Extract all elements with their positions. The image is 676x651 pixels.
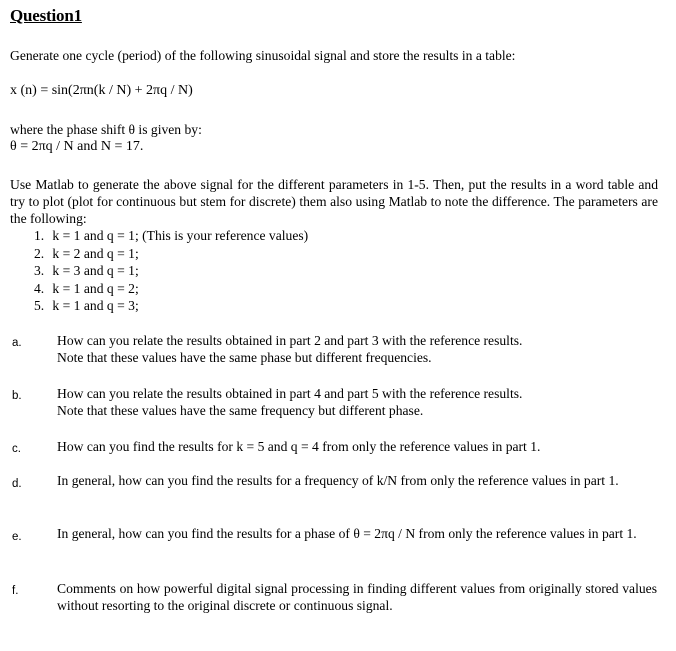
question-e-text: In general, how can you find the results for a phase of θ = 2πq / N from only the reference values in part 1. [57,526,637,541]
question-letter-d: d. [12,478,22,490]
question-heading: Question1 [10,6,82,25]
instructions-paragraph: Use Matlab to generate the above signal for the different parameters in 1-5. Then, put the results in a word table and try to plot (plot for continuous but stem for discrete) them also using Matlab to note the difference. The parameters are the following: [10,177,658,226]
parameter-number: 3. [34,263,45,278]
question-f-text: Comments on how powerful digital signal processing in finding different values from originally stored values without resorting to the original discrete or continuous signal. [57,581,657,613]
question-b-text: How can you relate the results obtained in part 4 and part 5 with the reference results. Note that these values have the same frequency but different phase. [57,386,523,418]
question-letter-f: f. [12,585,19,597]
question-a-text: How can you relate the results obtained in part 2 and part 3 with the reference results. Note that these values have the same phase but different frequencies. [57,333,523,365]
question-letter-e: e. [12,531,22,543]
question-c-text: How can you find the results for k = 5 and q = 4 from only the reference values in part 1. [57,439,541,454]
parameter-number: 1. [34,228,45,243]
parameter-item [34,297,308,315]
parameter-item [34,227,308,245]
question-d-text: In general, how can you find the results for a frequency of k/N from only the reference values in part 1. [57,473,619,488]
phase-definition: θ = 2πq / N and N = 17. [10,139,144,154]
parameter-text: k = 2 and q = 1; [52,245,139,261]
question-letter-b: b. [12,390,22,402]
parameter-item [34,245,308,263]
signal-equation: x (n) = sin(2πn(k / N) + 2πq / N) [10,83,193,98]
parameter-item [34,280,308,298]
parameter-number: 4. [34,280,45,296]
phase-intro: where the phase shift θ is given by: [10,122,202,137]
parameter-number: 5. [34,298,45,313]
parameter-text: k = 1 and q = 2; [52,280,139,296]
parameter-text: k = 1 and q = 1; (This is your reference values) [52,228,309,243]
parameter-number: 2. [34,245,45,261]
parameter-list [34,227,308,315]
parameter-item [34,262,308,280]
question-letter-a: a. [12,337,22,349]
parameter-text: k = 3 and q = 1; [52,263,139,278]
question-letter-c: c. [12,443,21,455]
parameter-text: k = 1 and q = 3; [52,298,139,313]
intro-text: Generate one cycle (period) of the following sinusoidal signal and store the results in a table: [10,48,516,63]
